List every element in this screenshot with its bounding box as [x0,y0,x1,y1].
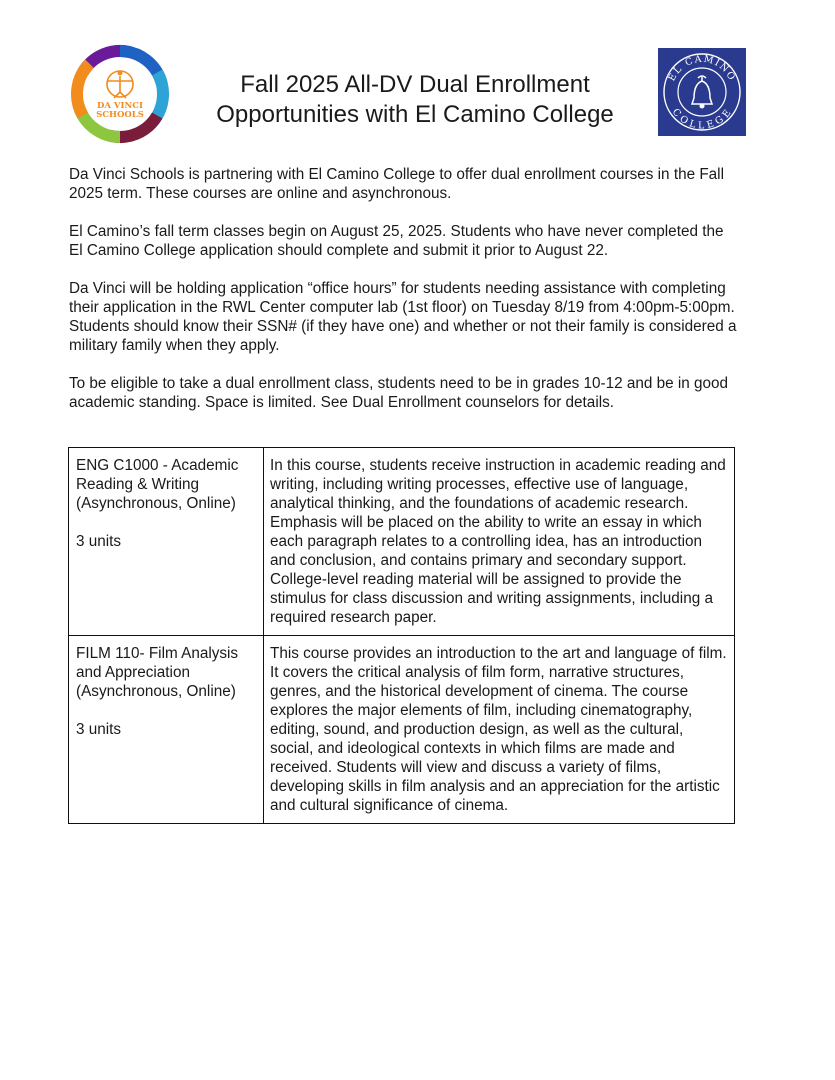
course-name-line: FILM 110- Film Analysis [76,645,239,662]
dv-logo-text-line1: DA VINCI [96,101,144,111]
course-name-cell [69,448,264,636]
page-title-line2: Opportunities with El Camino College [216,101,614,128]
course-description: This course provides an introduction to the art and language of film. It covers the critical analysis of film form, narrative structures, genres, and the historical development of cinema. The course explores the major elements of film, including cinematography, editing, sound, and production design, as well as the cultural, social, and ideological contexts in which films are made and received. Students will view and discuss a variety of films, developing skills in film analysis and an appreciation for the artistic and cultural significance of cinema. [264,636,735,824]
course-name-line: Reading & Writing [76,476,200,493]
paragraph-partnership: Da Vinci Schools is partnering with El Camino College to offer dual enrollment courses in the Fall 2025 term. These courses are online and asynchronous. [69,166,724,202]
course-units: 3 units [76,533,122,550]
course-units: 3 units [76,721,122,738]
intro-text [69,165,739,431]
course-name-line: ENG C1000 - Academic [76,457,239,474]
seal-text-bottom: COLLEGE [669,106,735,132]
course-name-cell [69,636,264,824]
course-delivery: (Asynchronous, Online) [76,683,236,700]
page-title [180,70,650,130]
course-name-line: and Appreciation [76,664,190,681]
paragraph-term-dates: El Camino’s fall term classes begin on August 25, 2025. Students who have never completed the El Camino College application should complete and submit it prior to August 22. [69,223,724,259]
seal-text-top: EL CAMINO [666,53,738,84]
paragraph-office-hours: Da Vinci will be holding application “office hours” for students needing assistance with completing their application in the RWL Center computer lab (1st floor) on Tuesday 8/19 from 4:00pm-5:00pm. Students should know their SSN# (if they have one) and whether or not their family is considered a military family when they apply. [69,280,737,354]
course-delivery: (Asynchronous, Online) [76,495,236,512]
course-description: In this course, students receive instruction in academic reading and writing, including writing processes, effective use of language, analytical thinking, and the foundations of academic research. Emphasis will be placed on the ability to write an essay in which each paragraph relates to a controlling idea, has an introduction and conclusion, and contains primary and secondary support. College-level reading material will be assigned to provide the stimulus for class discussion and writing assignments, including a required research paper. [264,448,735,636]
da-vinci-schools-logo [70,44,170,144]
table-row [69,636,735,824]
page-title-line1: Fall 2025 All-DV Dual Enrollment [240,71,590,98]
el-camino-college-seal [658,48,746,136]
table-row [69,448,735,636]
course-table [68,447,735,824]
paragraph-eligibility: To be eligible to take a dual enrollment class, students need to be in grades 10-12 and be in good academic standing. Space is limited. See Dual Enrollment counselors for details. [69,375,729,411]
dv-logo-text-line2: SCHOOLS [96,110,144,120]
